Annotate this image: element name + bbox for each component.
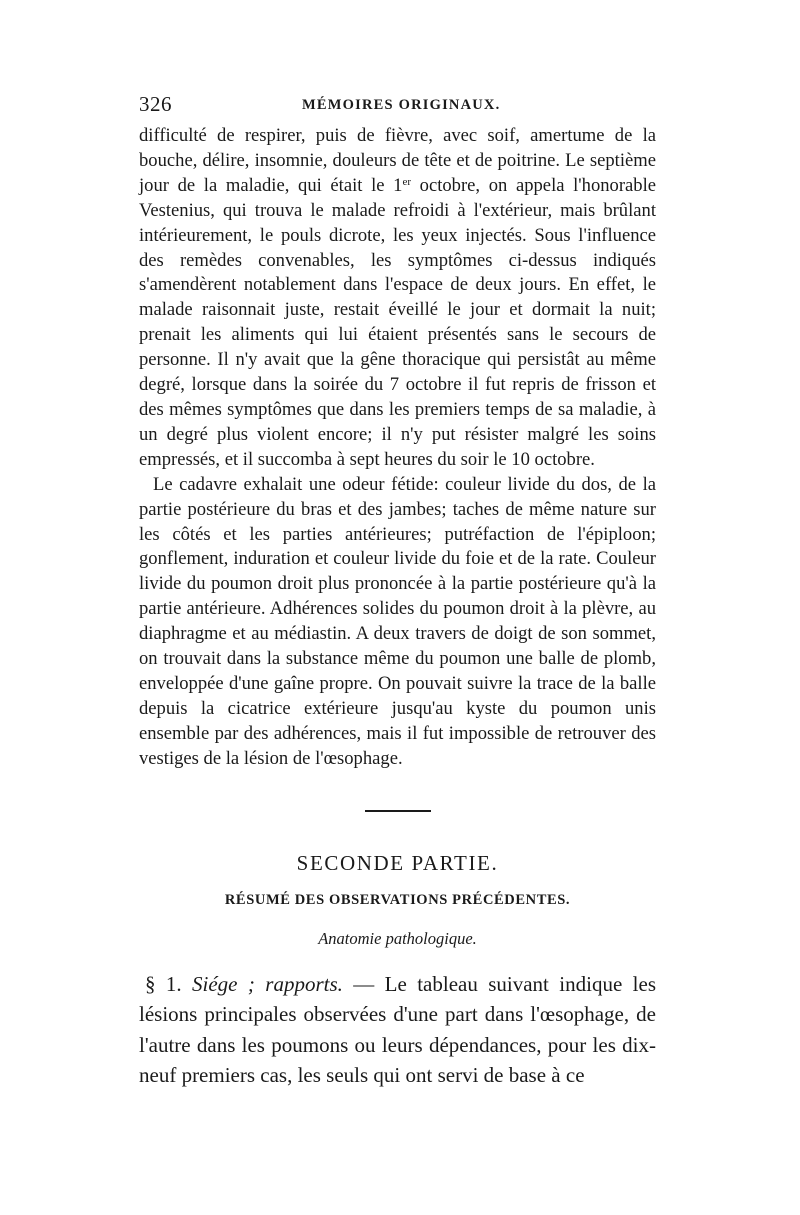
paragraph-symptoms	[139, 124, 656, 473]
observation-text	[139, 124, 656, 772]
section-1-paragraph	[139, 969, 656, 1091]
book-page	[139, 92, 656, 1091]
summary-title: RÉSUMÉ DES OBSERVATIONS PRÉCÉDENTES.	[224, 891, 571, 908]
date-ordinal: 1	[393, 174, 403, 196]
part-title: SECONDE PARTIE.	[296, 850, 499, 875]
paragraph-symptoms-end: octobre, on appela l'honorable Vestenius, qui trouva le malade refroidi à l'extérieur, mais brûlant intérieurement, le pouls dicrote, les yeux injectés. Sous l'influence des remèdes convenables, les symptômes ci-dessus indiqués s'amendèrent notablement dans l'espace de deux jours. En effet, le malade raisonnait juste, restait éveillé le jour et dormait la nuit; prenait les aliments qui lui étaient présentés sans le secours de personne. Il n'y avait que la gêne thoracique qui persistât au même degré, lorsque dans la soirée du 7 octobre il fut repris de frisson et des mêmes symptômes que dans les premiers temps de sa maladie, à un degré plus violent encore; il n'y put résister malgré les soins empressés, et il succomba à sept heures du soir le 10 octobre.	[139, 174, 656, 470]
page-number: 326	[139, 92, 172, 116]
paragraph-autopsy: Le cadavre exhalait une odeur fétide: couleur livide du dos, de la partie postérieure du bras et des jambes; taches de même nature sur les côtés et les parties antérieures; putréfaction de l'épiploon; gonflement, induration et couleur livide du foie et de la rate. Couleur livide du poumon droit plus prononcée à la partie postérieure qu'à la partie antérieure. Adhérences solides du poumon droit à la plèvre, au diaphragme et au médiastin. A deux travers de doigt de son sommet, on trouvait dans la substance même du poumon une balle de plomb, enveloppée d'une gaîne propre. On pouvait suivre la trace de la balle depuis la cicatrice extérieure jusqu'au kyste du poumon unis ensemble par des adhérences, mais il fut impossible de retrouver des vestiges de la lésion de l'œsophage.	[139, 473, 656, 769]
section-label: § 1.	[145, 971, 182, 996]
section-paragraph	[139, 969, 656, 1091]
date-suffix: er	[402, 175, 412, 188]
section-heading: Siége ; rapports.	[192, 971, 343, 996]
running-head	[139, 92, 656, 122]
section-dash: —	[342, 971, 385, 996]
section-divider	[365, 810, 431, 812]
paragraph-symptoms-start: difficulté de respirer, puis de fièvre, avec soif, amertume de la bouche, délire, insomnie, douleurs de tête et de poitrine. Le septième jour de la maladie, qui était le	[139, 125, 656, 196]
subheading-anatomy: Anatomie pathologique.	[318, 928, 477, 948]
section-body: Le tableau suivant indique les lésions principales observées d'une part dans l'œsophage, de l'autre dans les poumons ou leurs dépendances, pour les dix-neuf premiers cas, les seuls qui ont servi de base à ce	[139, 971, 656, 1088]
running-title: MÉMOIRES ORIGINAUX.	[302, 97, 501, 113]
